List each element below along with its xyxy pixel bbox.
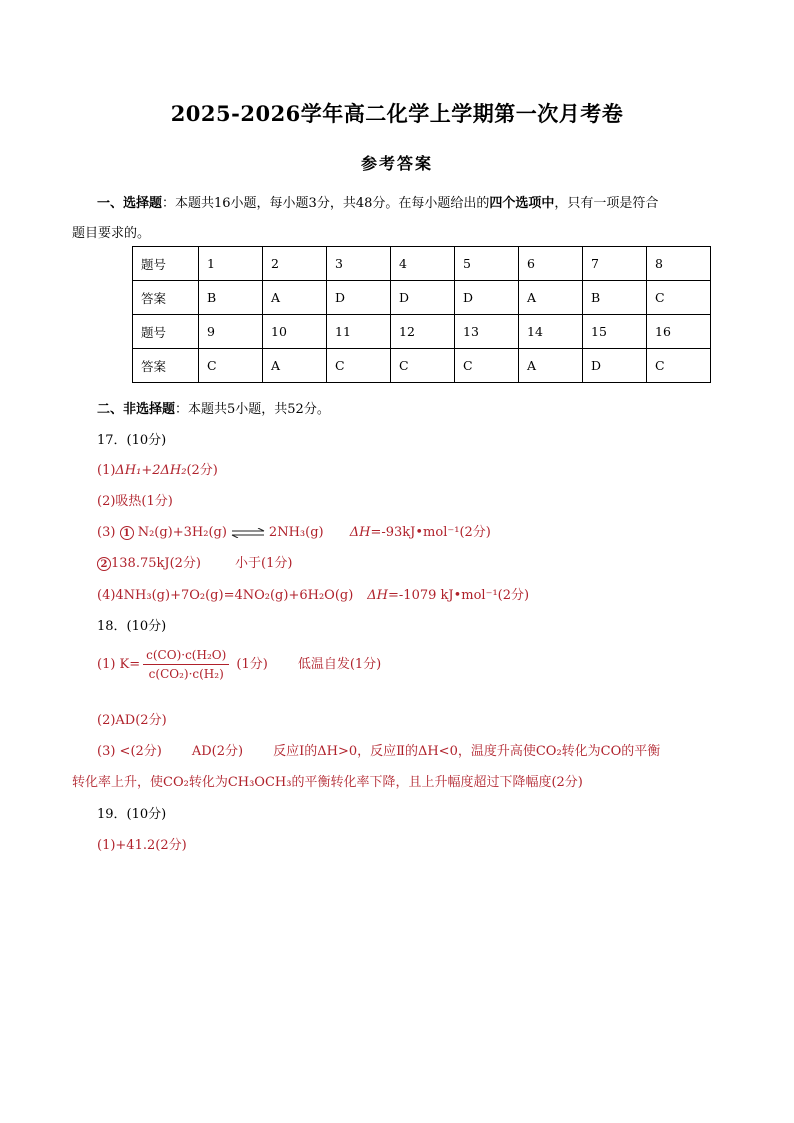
table-cell: B [583, 281, 647, 315]
table-cell: A [519, 281, 583, 315]
table-cell: A [263, 349, 327, 383]
q17-part2: (2)吸热(1分) [97, 494, 173, 509]
equilibrium-arrow-icon [231, 528, 265, 538]
table-cell: 10 [263, 315, 327, 349]
table-cell: D [391, 281, 455, 315]
table-cell: 8 [647, 247, 711, 281]
table-cell: A [263, 281, 327, 315]
table-cell: 5 [455, 247, 519, 281]
table-row [133, 349, 711, 383]
page-title: 2025-2026学年高二化学上学期第一次月考卷 [170, 101, 624, 126]
table-cell: 11 [327, 315, 391, 349]
section1-heading-line2: 题目要求的。 [72, 226, 151, 241]
table-cell: C [647, 281, 711, 315]
table-cell: 3 [327, 247, 391, 281]
q17-heading: 17．(10分) [97, 433, 167, 448]
table-cell: C [199, 349, 263, 383]
table-cell: 13 [455, 315, 519, 349]
table-row [133, 315, 711, 349]
table-cell: D [455, 281, 519, 315]
table-cell: 9 [199, 315, 263, 349]
table-cell: 题号 [133, 247, 199, 281]
q18-part2: (2)AD(2分) [97, 713, 167, 728]
table-cell: 14 [519, 315, 583, 349]
table-cell: 4 [391, 247, 455, 281]
circled-number: 1 [120, 526, 134, 540]
circled-number: 2 [97, 557, 111, 571]
q18-part3: (3) <(2分) AD(2分) 反应Ⅰ的ΔH>0，反应Ⅱ的ΔH<0，温度升高使CO₂转化为CO的平衡 [97, 744, 661, 759]
equilibrium-constant-fraction: $\frac{\text{c(CO)·c(H₂O)}}{\text{c(CO₂)·c(H₂)}}$ [143, 648, 229, 681]
table-row [133, 247, 711, 281]
table-cell: 16 [647, 315, 711, 349]
q18-heading: 18．(10分) [97, 619, 167, 634]
table-cell: C [391, 349, 455, 383]
q19-part1: (1)+41.2(2分) [97, 838, 187, 853]
q19-heading: 19．(10分) [97, 807, 167, 822]
table-cell: 12 [391, 315, 455, 349]
table-cell: D [327, 281, 391, 315]
table-cell: D [583, 349, 647, 383]
q18-part3-line2: 转化率上升，使CO₂转化为CH₃OCH₃的平衡转化率下降，且上升幅度超过下降幅度(2分) [72, 775, 583, 790]
table-cell: 7 [583, 247, 647, 281]
table-cell: C [455, 349, 519, 383]
q17-part1: (1)ΔH₁+2ΔH₂(2分) [97, 463, 218, 478]
page-subtitle: 参考答案 [360, 154, 433, 173]
section2-heading: 二、非选择题：本题共5小题，共52分。 [97, 402, 330, 417]
table-cell: 题号 [133, 315, 199, 349]
table-row [133, 281, 711, 315]
table-cell: C [327, 349, 391, 383]
table-cell: 1 [199, 247, 263, 281]
q17-part4: (4)4NH₃(g)+7O₂(g)=4NO₂(g)+6H₂O(g) ΔH=-1079 kJ•mol⁻¹(2分) [97, 588, 530, 603]
table-cell: 答案 [133, 349, 199, 383]
answer-table [132, 246, 711, 383]
q17-part3: (3) 1 N₂(g)+3H₂(g) 2NH₃(g) ΔH=-93kJ•mol⁻¹(2分) [97, 525, 491, 540]
table-cell: B [199, 281, 263, 315]
q17-part3b: 2 138.75kJ(2分) 小于(1分) [97, 552, 292, 571]
table-cell: C [647, 349, 711, 383]
table-cell: 15 [583, 315, 647, 349]
table-cell: A [519, 349, 583, 383]
table-cell: 答案 [133, 281, 199, 315]
table-cell: 6 [519, 247, 583, 281]
q18-part1: (1) K= $\frac{\text{c(CO)·c(H₂O)}}{\text{c(CO₂)·c(H₂)}}$ (1分) 低温自发(1分) [97, 648, 382, 681]
table-cell: 2 [263, 247, 327, 281]
section1-heading: 一、选择题：本题共16小题，每小题3分，共48分。在每小题给出的四个选项中，只有一项是符合 [97, 196, 659, 211]
